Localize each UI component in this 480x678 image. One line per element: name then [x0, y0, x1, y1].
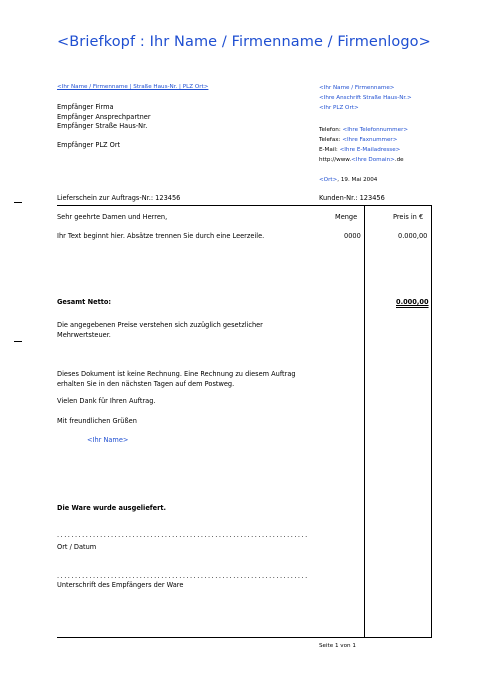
contact-city: <Ihr PLZ Ort> — [319, 105, 359, 111]
total-label: Gesamt Netto: — [57, 298, 112, 306]
table-right-border — [431, 206, 432, 638]
fold-mark — [14, 202, 22, 203]
recipient-city: Empfänger PLZ Ort — [57, 140, 121, 149]
letterhead-title: <Briefkopf : Ihr Name / Firmenname / Firmenlogo> — [57, 34, 431, 50]
place-date: <Ort>, 19. Mai 2004 — [319, 177, 378, 183]
tax-note: Die angegebenen Preise verstehen sich zuzüglich gesetzlicher Mehrwertsteuer. — [57, 321, 263, 339]
thanks-text: Vielen Dank für Ihren Auftrag. — [57, 397, 156, 405]
contact-address: <Ihre Anschrift Straße Haus-Nr.> — [319, 95, 412, 101]
page-number: Seite 1 von 1 — [319, 643, 356, 649]
contact-web: http://www.<Ihre Domain>.de — [319, 157, 404, 163]
body-text: Ihr Text beginnt hier. Absätze trennen Sie durch eine Leerzeile. — [57, 232, 265, 240]
contact-phone: Telefon: <Ihre Telefonnummer> — [319, 127, 409, 133]
price-value: 0.000,00 — [398, 232, 428, 240]
quantity-value: 0000 — [344, 232, 361, 240]
signature-label: Unterschrift des Empfängers der Ware — [57, 581, 184, 589]
total-value: 0.000,00 — [396, 298, 429, 306]
sender-line: <Ihr Name / Firmenname | Straße Haus-Nr. | PLZ Ort> — [57, 84, 209, 90]
delivery-title: Die Ware wurde ausgeliefert. — [57, 504, 167, 512]
table-top-rule — [57, 205, 432, 206]
contact-name: <Ihr Name / Firmenname> — [319, 85, 395, 91]
column-divider — [364, 206, 365, 638]
place-date-label: Ort / Datum — [57, 543, 97, 551]
closing-text: Mit freundlichen Grüßen — [57, 417, 137, 425]
signature-dots: ...................................................................... — [57, 572, 309, 580]
order-number: Lieferschein zur Auftrags-Nr.: 123456 — [57, 194, 181, 202]
punch-mark — [14, 341, 22, 342]
salutation: Sehr geehrte Damen und Herren, — [57, 213, 168, 221]
recipient-company: Empfänger Firma — [57, 103, 114, 111]
quantity-header: Menge — [335, 213, 358, 221]
recipient-street: Empfänger Straße Haus-Nr. — [57, 122, 148, 130]
contact-fax: Telefax: <Ihre Faxnummer> — [319, 137, 398, 143]
recipient-address — [57, 103, 151, 150]
invoice-note: Dieses Dokument ist keine Rechnung. Eine Rechnung zu diesem Auftrag erhalten Sie in den nächsten Tagen auf dem Postweg. — [57, 370, 296, 388]
recipient-contact: Empfänger Ansprechpartner — [57, 112, 151, 121]
signature-name: <Ihr Name> — [87, 436, 129, 444]
place-date-dots: ...................................................................... — [57, 531, 309, 539]
footer-rule — [57, 637, 432, 638]
contact-block — [319, 83, 412, 185]
customer-number: Kunden-Nr.: 123456 — [319, 194, 385, 202]
price-header: Preis in € — [393, 213, 424, 221]
contact-email: E-Mail: <Ihre E-Mailadresse> — [319, 147, 401, 153]
